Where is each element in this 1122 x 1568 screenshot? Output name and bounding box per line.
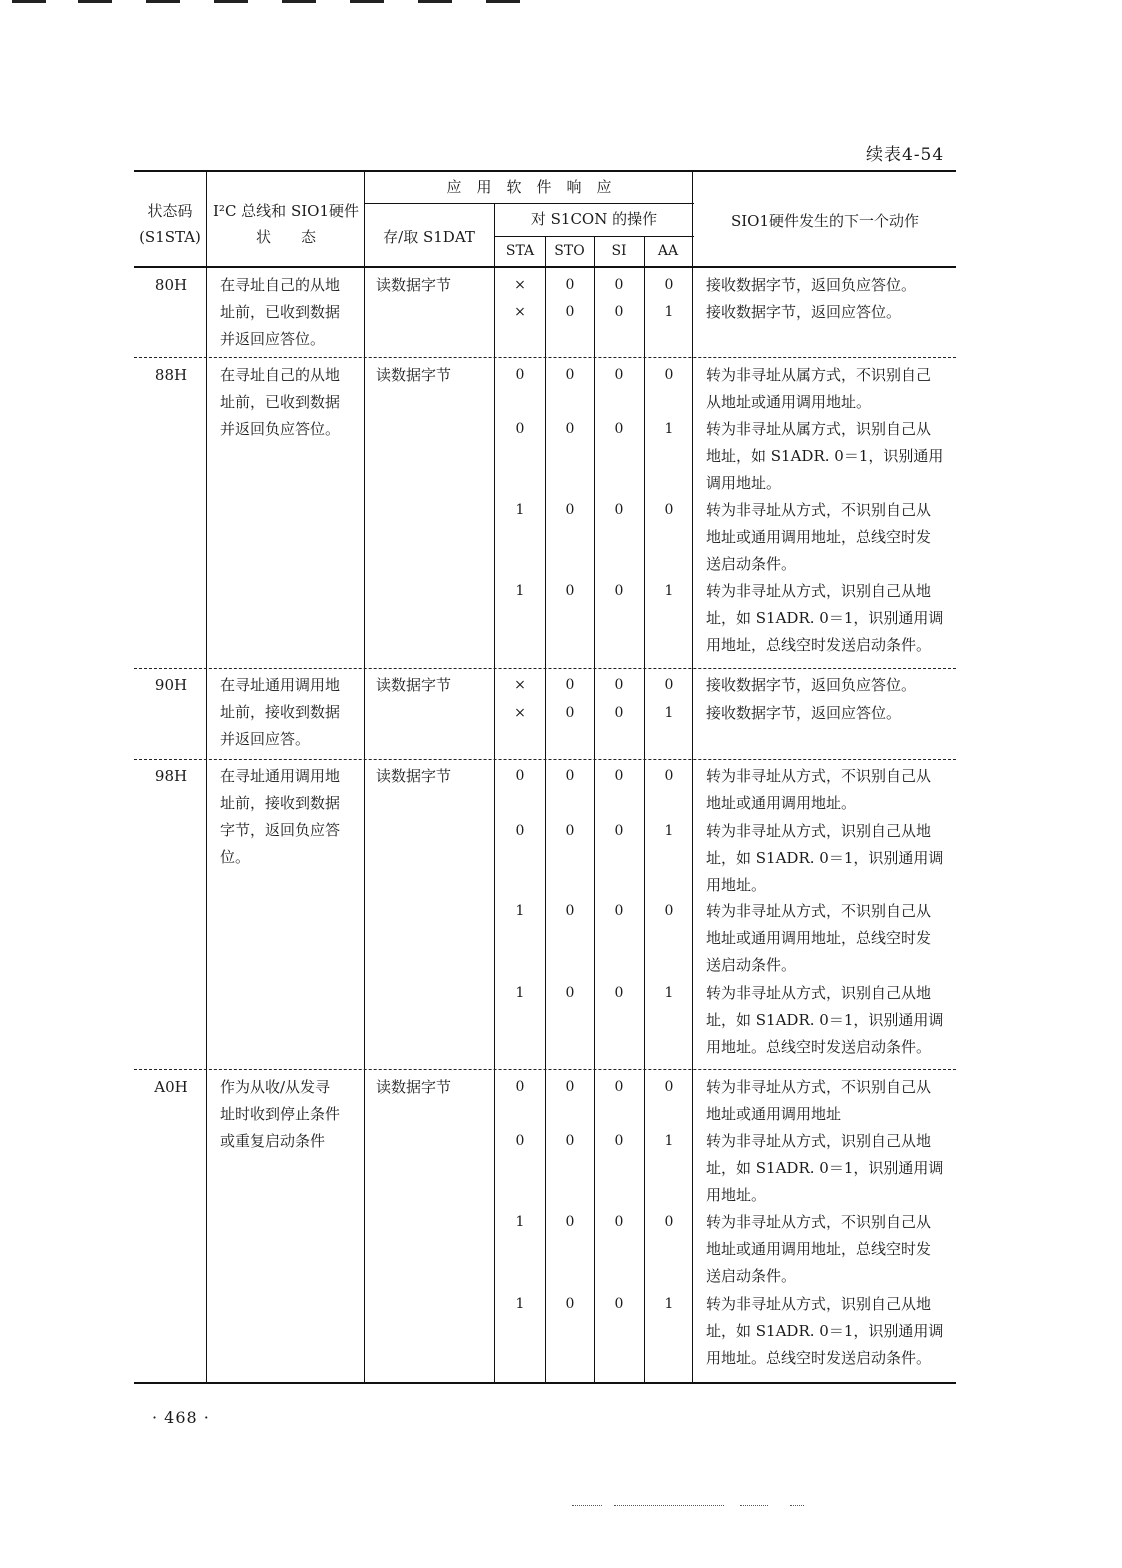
control-bit-value: 0 xyxy=(515,768,525,784)
hw-state-line: 在寻址通用调用地 xyxy=(220,767,341,785)
control-bit-value: 0 xyxy=(565,705,575,721)
next-action-line: 送启动条件。 xyxy=(706,956,797,974)
rw-operation: 读数据字节 xyxy=(376,676,452,694)
control-bit-value: × xyxy=(514,304,526,320)
control-bit-value: 0 xyxy=(614,823,624,839)
scan-artifact xyxy=(486,0,520,3)
next-action xyxy=(706,1128,952,1209)
next-action-line: 地址或通用调用地址 xyxy=(706,1105,842,1123)
control-bit-value: 0 xyxy=(565,367,575,383)
next-action-line: 址，如 S1ADR. 0＝1，识别通用调 xyxy=(706,849,944,867)
next-action-line: 地址或通用调用地址。 xyxy=(706,794,857,812)
scan-artifact xyxy=(740,1505,768,1506)
scan-artifact xyxy=(614,1505,724,1506)
rw-operation: 读数据字节 xyxy=(376,1078,452,1096)
control-bit-value: 0 xyxy=(614,304,624,320)
table-bottom-rule xyxy=(134,1382,956,1384)
scan-artifact xyxy=(214,0,248,3)
table-caption: 续表4-54 xyxy=(866,145,945,165)
next-action-line: 用地址。 xyxy=(706,876,767,894)
next-action-line: 转为非寻址从属方式，识别自己从 xyxy=(706,420,932,438)
scan-artifact xyxy=(78,0,112,3)
control-bit-value: 0 xyxy=(664,1214,674,1230)
status-code: 90H xyxy=(154,676,188,694)
control-bit-value: 0 xyxy=(565,768,575,784)
control-bit-value: 0 xyxy=(515,1079,525,1095)
control-bit-value: 0 xyxy=(565,903,575,919)
scan-artifact xyxy=(790,1505,804,1506)
control-bit-value: 0 xyxy=(664,1079,674,1095)
next-action-line: 址，如 S1ADR. 0＝1，识别通用调 xyxy=(706,1322,944,1340)
control-bit-value: 1 xyxy=(515,903,525,919)
hw-state-line: 址前，已收到数据 xyxy=(220,303,341,321)
next-action-line: 址，如 S1ADR. 0＝1，识别通用调 xyxy=(706,1011,944,1029)
hw-state-line: 或重复启动条件 xyxy=(220,1132,326,1150)
next-action xyxy=(706,980,952,1061)
next-action-line: 送启动条件。 xyxy=(706,1267,797,1285)
control-bit-value: 1 xyxy=(664,705,674,721)
header-rw-s1dat: 存/取 S1DAT xyxy=(383,228,475,246)
control-bit-value: 0 xyxy=(664,502,674,518)
next-action xyxy=(706,763,952,817)
hw-state xyxy=(220,1074,340,1155)
control-bit-value: × xyxy=(514,677,526,693)
control-bit-value: 0 xyxy=(614,583,624,599)
next-action-line: 送启动条件。 xyxy=(706,555,797,573)
hw-state-line: 在寻址通用调用地 xyxy=(220,676,341,694)
control-bit-value: 1 xyxy=(515,583,525,599)
rw-operation: 读数据字节 xyxy=(376,366,452,384)
control-bit-value: 0 xyxy=(664,677,674,693)
header-next-action: SIO1硬件发生的下一个动作 xyxy=(730,212,920,230)
control-bit-value: 0 xyxy=(614,502,624,518)
scan-artifact xyxy=(12,0,46,3)
control-bit-value: 0 xyxy=(515,1133,525,1149)
header-app-response: 应 用 软 件 响 应 xyxy=(446,178,612,196)
header-bit-sta: STA xyxy=(505,243,535,259)
control-bit-value: 0 xyxy=(614,705,624,721)
next-action xyxy=(706,497,952,578)
next-action-line: 地址，如 S1ADR. 0＝1，识别通用 xyxy=(706,447,944,465)
header-rule xyxy=(364,203,694,204)
control-bit-value: 0 xyxy=(614,1214,624,1230)
hw-state-line: 址时收到停止条件 xyxy=(220,1105,341,1123)
header-bit-si: SI xyxy=(611,243,627,259)
rw-operation: 读数据字节 xyxy=(376,767,452,785)
control-bit-value: 1 xyxy=(515,1214,525,1230)
control-bit-value: 0 xyxy=(565,1079,575,1095)
header-status-code-line1: 状态码 xyxy=(147,202,193,220)
hw-state-line: 在寻址自己的从地 xyxy=(220,276,341,294)
control-bit-value: 0 xyxy=(614,677,624,693)
next-action-line: 转为非寻址从方式，不识别自己从 xyxy=(706,1078,932,1096)
control-bit-value: 0 xyxy=(565,583,575,599)
next-action-line: 接收数据字节，返回应答位。 xyxy=(706,704,902,722)
control-bit-value: 0 xyxy=(614,1133,624,1149)
header-hw-state-line1: I²C 总线和 SIO1硬件 xyxy=(213,202,359,220)
hw-state-line: 并返回应答位。 xyxy=(220,330,326,348)
hw-state xyxy=(220,272,340,353)
status-code: 80H xyxy=(154,276,188,294)
next-action-line: 转为非寻址从方式，不识别自己从 xyxy=(706,501,932,519)
control-bit-value: 0 xyxy=(565,823,575,839)
hw-state-line: 址前，接收到数据 xyxy=(220,794,341,812)
control-bit-value: 0 xyxy=(565,985,575,1001)
control-bit-value: 0 xyxy=(565,502,575,518)
control-bit-value: 1 xyxy=(664,304,674,320)
status-code: 98H xyxy=(154,767,188,785)
next-action xyxy=(706,672,952,699)
header-status-code-line2: (S1STA) xyxy=(139,228,201,246)
control-bit-value: 0 xyxy=(664,903,674,919)
hw-state-line: 字节，返回负应答 xyxy=(220,821,341,839)
control-bit-value: × xyxy=(514,277,526,293)
control-bit-value: 0 xyxy=(515,367,525,383)
control-bit-value: 0 xyxy=(664,277,674,293)
rw-operation: 读数据字节 xyxy=(376,276,452,294)
next-action xyxy=(706,578,952,659)
hw-state-line: 位。 xyxy=(220,848,251,866)
next-action xyxy=(706,700,952,727)
control-bit-value: 0 xyxy=(614,421,624,437)
hw-state-line: 作为从收/从发寻 xyxy=(220,1078,331,1096)
row-separator xyxy=(134,1069,956,1070)
control-bit-value: 1 xyxy=(664,421,674,437)
header-s1con-ops: 对 S1CON 的操作 xyxy=(530,210,658,228)
next-action-line: 转为非寻址从方式，不识别自己从 xyxy=(706,1213,932,1231)
next-action xyxy=(706,1209,952,1290)
column-rule xyxy=(364,172,365,1382)
next-action-line: 转为非寻址从方式，识别自己从地 xyxy=(706,1132,932,1150)
control-bit-value: 0 xyxy=(515,823,525,839)
control-bit-value: × xyxy=(514,705,526,721)
control-bit-value: 0 xyxy=(614,768,624,784)
header-hw-state-line2: 状 态 xyxy=(255,228,316,246)
next-action-line: 转为非寻址从属方式，不识别自己 xyxy=(706,366,932,384)
control-bit-value: 0 xyxy=(614,1079,624,1095)
control-bit-value: 1 xyxy=(515,1296,525,1312)
next-action-line: 用地址。总线空时发送启动条件。 xyxy=(706,1038,932,1056)
control-bit-value: 1 xyxy=(515,502,525,518)
hw-state-line: 并返回应答。 xyxy=(220,730,311,748)
next-action-line: 转为非寻址从方式，识别自己从地 xyxy=(706,984,932,1002)
next-action-line: 址，如 S1ADR. 0＝1，识别通用调 xyxy=(706,609,944,627)
control-bit-value: 1 xyxy=(664,823,674,839)
table-top-rule xyxy=(134,170,956,172)
next-action xyxy=(706,818,952,899)
control-bit-value: 0 xyxy=(614,277,624,293)
control-bit-value: 0 xyxy=(565,1296,575,1312)
control-bit-value: 1 xyxy=(664,1133,674,1149)
next-action-line: 转为非寻址从方式，不识别自己从 xyxy=(706,767,932,785)
next-action-line: 地址或通用调用地址，总线空时发 xyxy=(706,528,932,546)
header-status-code xyxy=(134,198,206,250)
row-separator xyxy=(134,357,956,358)
next-action xyxy=(706,362,952,416)
control-bit-value: 0 xyxy=(565,677,575,693)
control-bit-value: 1 xyxy=(515,985,525,1001)
scan-artifact xyxy=(572,1505,602,1506)
header-hw-state xyxy=(208,198,364,250)
control-bit-value: 0 xyxy=(664,768,674,784)
control-bit-value: 0 xyxy=(614,985,624,1001)
page-number: · 468 · xyxy=(152,1408,210,1427)
next-action-line: 接收数据字节，返回负应答位。 xyxy=(706,276,917,294)
scan-artifact xyxy=(282,0,316,3)
control-bit-value: 0 xyxy=(565,1214,575,1230)
next-action-line: 用地址。总线空时发送启动条件。 xyxy=(706,1349,932,1367)
hw-state xyxy=(220,672,340,753)
next-action-line: 地址或通用调用地址，总线空时发 xyxy=(706,1240,932,1258)
next-action xyxy=(706,1291,952,1372)
control-bit-value: 0 xyxy=(664,367,674,383)
next-action-line: 转为非寻址从方式，识别自己从地 xyxy=(706,822,932,840)
next-action-line: 调用地址。 xyxy=(706,474,782,492)
control-bit-value: 1 xyxy=(664,1296,674,1312)
next-action xyxy=(706,299,952,326)
control-bit-value: 1 xyxy=(664,583,674,599)
control-bit-value: 1 xyxy=(664,985,674,1001)
next-action-line: 从地址或通用调用地址。 xyxy=(706,393,872,411)
control-bit-value: 0 xyxy=(565,1133,575,1149)
control-bit-value: 0 xyxy=(565,277,575,293)
next-action-line: 址，如 S1ADR. 0＝1，识别通用调 xyxy=(706,1159,944,1177)
next-action xyxy=(706,416,952,497)
next-action-line: 转为非寻址从方式，识别自己从地 xyxy=(706,582,932,600)
status-code: 88H xyxy=(154,366,188,384)
next-action-line: 转为非寻址从方式，不识别自己从 xyxy=(706,902,932,920)
next-action-line: 用地址，总线空时发送启动条件。 xyxy=(706,636,932,654)
column-rule xyxy=(206,172,207,1382)
next-action-line: 用地址。 xyxy=(706,1186,767,1204)
row-separator xyxy=(134,759,956,760)
next-action-line: 地址或通用调用地址，总线空时发 xyxy=(706,929,932,947)
control-bit-value: 0 xyxy=(515,421,525,437)
scan-artifact xyxy=(350,0,384,3)
next-action xyxy=(706,272,952,299)
hw-state xyxy=(220,763,340,871)
control-bit-value: 0 xyxy=(614,367,624,383)
hw-state-line: 址前，接收到数据 xyxy=(220,703,341,721)
header-bit-aa: AA xyxy=(657,243,679,259)
hw-state xyxy=(220,362,340,443)
control-bit-value: 0 xyxy=(565,304,575,320)
hw-state-line: 址前，已收到数据 xyxy=(220,393,341,411)
scan-artifact xyxy=(418,0,452,3)
next-action xyxy=(706,898,952,979)
hw-state-line: 并返回负应答位。 xyxy=(220,420,341,438)
status-code: A0H xyxy=(154,1078,188,1096)
scan-artifact xyxy=(146,0,180,3)
column-rule xyxy=(494,203,495,1382)
next-action-line: 转为非寻址从方式，识别自己从地 xyxy=(706,1295,932,1313)
next-action-line: 接收数据字节，返回负应答位。 xyxy=(706,676,917,694)
header-bit-sto: STO xyxy=(554,243,585,259)
next-action-line: 接收数据字节，返回应答位。 xyxy=(706,303,902,321)
control-bit-value: 0 xyxy=(614,903,624,919)
control-bit-value: 0 xyxy=(565,421,575,437)
control-bit-value: 0 xyxy=(614,1296,624,1312)
row-separator xyxy=(134,668,956,669)
hw-state-line: 在寻址自己的从地 xyxy=(220,366,341,384)
next-action xyxy=(706,1074,952,1128)
